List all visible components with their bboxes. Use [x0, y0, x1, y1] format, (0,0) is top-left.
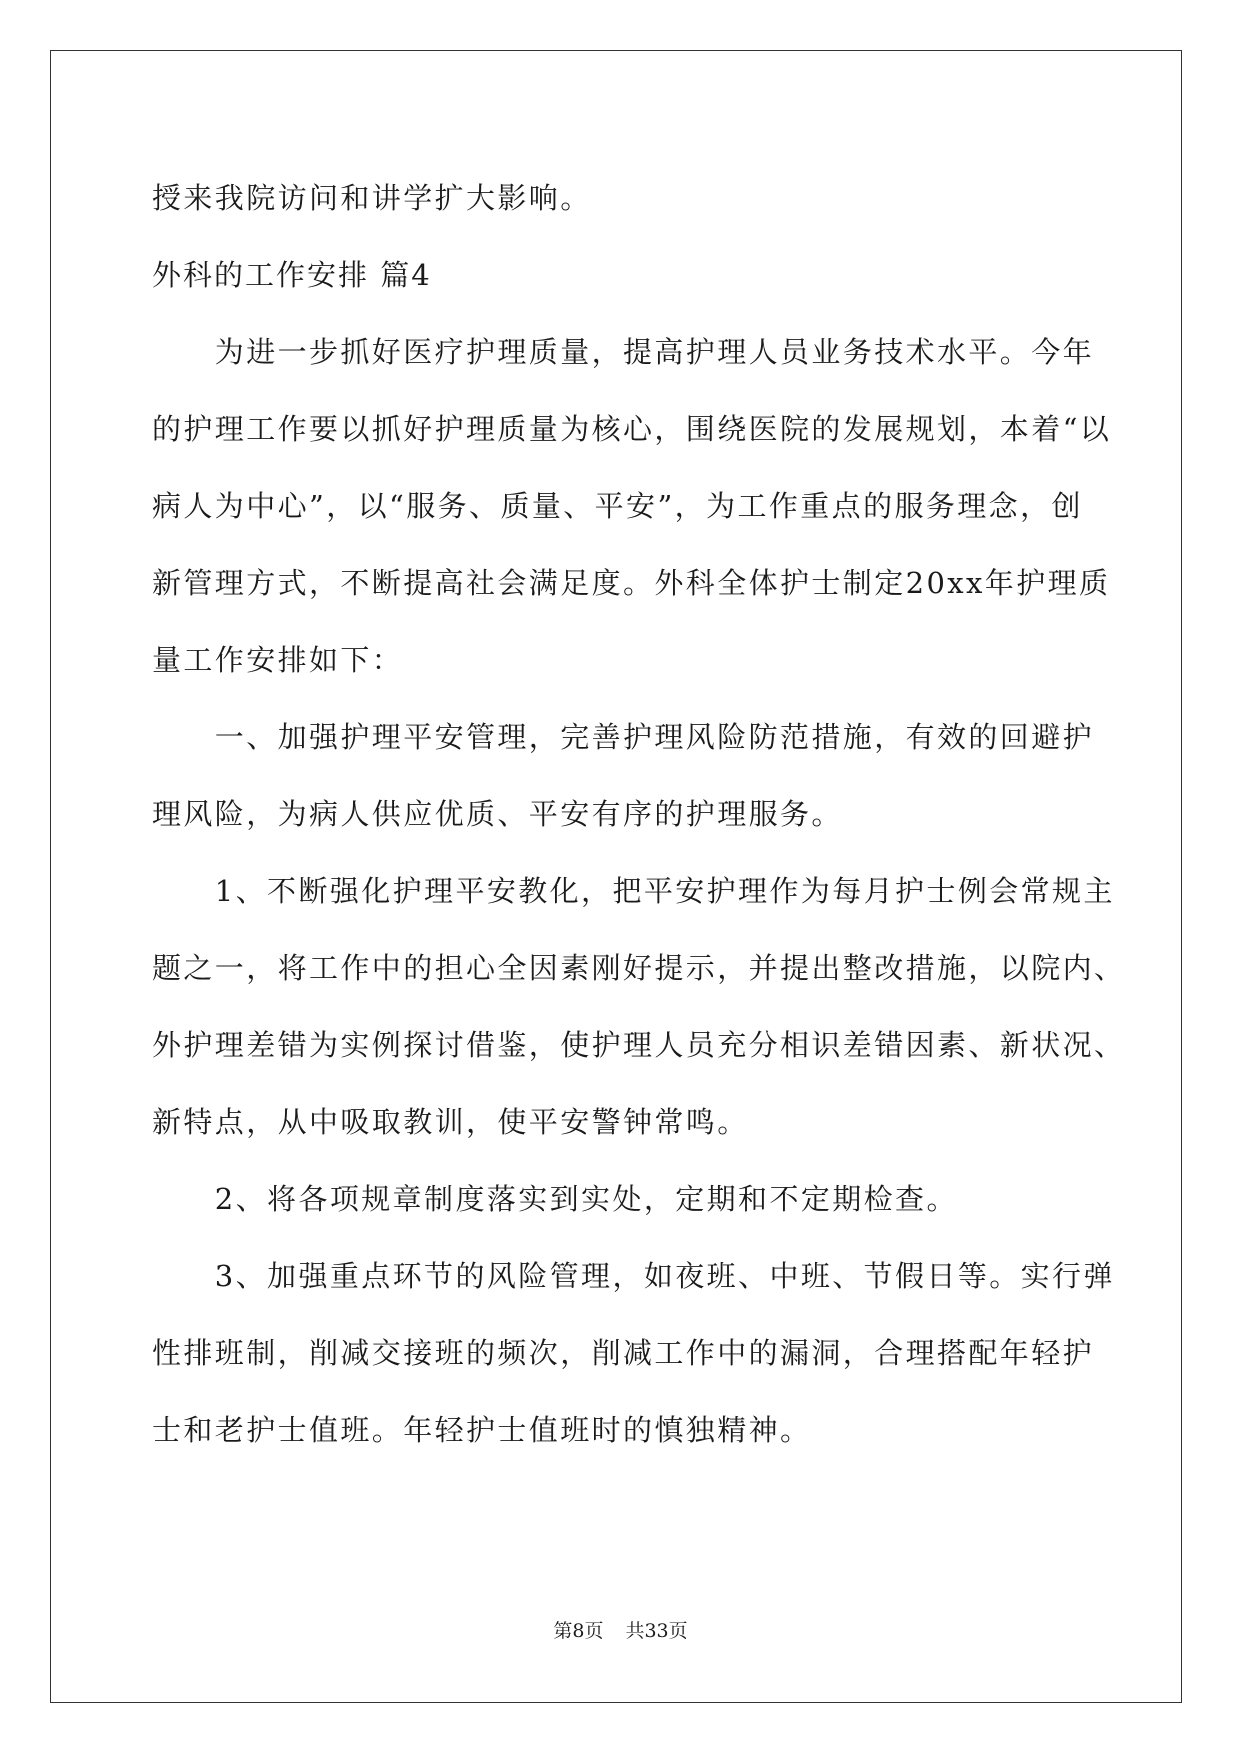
total-pages: 共33页 [625, 1620, 688, 1642]
text-line: 的护理工作要以抓好护理质量为核心，围绕医院的发展规划，本着“以 [152, 412, 1112, 446]
page-number: 第8页 [553, 1620, 604, 1642]
text-line: 新特点，从中吸取教训，使平安警钟常鸣。 [152, 1105, 749, 1139]
page-footer [0, 1616, 1241, 1643]
text-line: 为进一步抓好医疗护理质量，提高护理人员业务技术水平。今年 [152, 335, 1095, 369]
document-body [152, 160, 1126, 1469]
text-line: 3、加强重点环节的风险管理，如夜班、中班、节假日等。实行弹 [152, 1259, 1115, 1293]
text-line: 量工作安排如下： [152, 643, 404, 677]
text-line: 性排班制，削减交接班的频次，削减工作中的漏洞，合理搭配年轻护 [152, 1336, 1095, 1370]
text-line: 一、加强护理平安管理，完善护理风险防范措施，有效的回避护 [152, 720, 1095, 754]
text-line: 理风险，为病人供应优质、平安有序的护理服务。 [152, 797, 843, 831]
text-line: 授来我院访问和讲学扩大影响。 [152, 181, 592, 215]
text-line: 新管理方式，不断提高社会满足度。外科全体护士制定20xx年护理质 [152, 566, 1111, 600]
text-line: 2、将各项规章制度落实到实处，定期和不定期检查。 [152, 1182, 958, 1216]
text-line: 外护理差错为实例探讨借鉴，使护理人员充分相识差错因素、新状况、 [152, 1028, 1126, 1062]
text-line: 1、不断强化护理平安教化，把平安护理作为每月护士例会常规主 [152, 874, 1115, 908]
text-line: 士和老护士值班。年轻护士值班时的慎独精神。 [152, 1413, 812, 1447]
text-line: 题之一，将工作中的担心全因素刚好提示，并提出整改措施，以院内、 [152, 951, 1126, 985]
text-line: 病人为中心”，以“服务、质量、平安”，为工作重点的服务理念，创 [152, 489, 1083, 523]
section-title: 外科的工作安排 篇4 [152, 258, 432, 292]
